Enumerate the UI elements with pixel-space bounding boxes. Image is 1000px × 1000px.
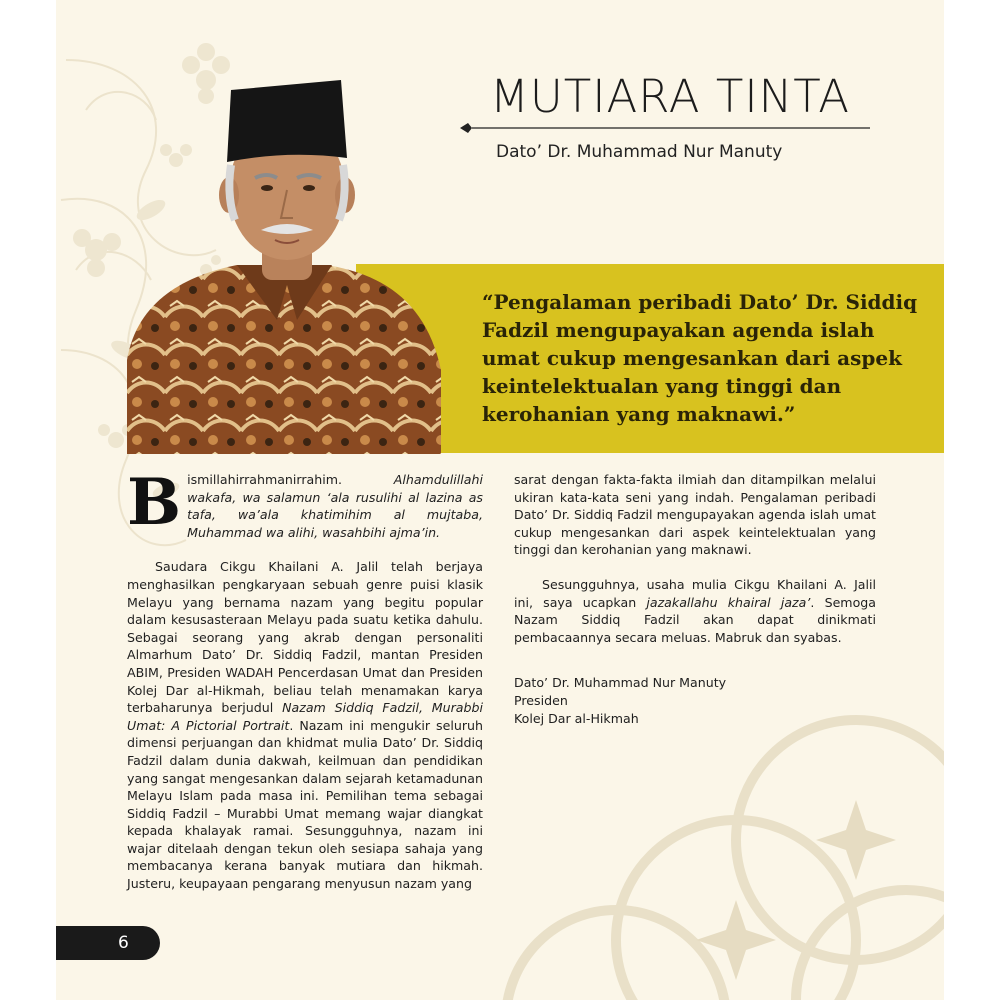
book-title-text: Nazam Siddiq Fadzil, Murabbi Umat: A Pictorial Portrait	[127, 700, 484, 733]
page-number-tab	[56, 926, 160, 960]
basmalah-text: ismillahirrahmanirrahim.	[187, 472, 394, 487]
body-paragraph	[127, 558, 483, 892]
opening-paragraph	[127, 465, 483, 541]
pull-quote: “Pengalaman peribadi Dato’ Dr. Siddiq Fadzil mengupayakan agenda islah umat cukup mengesankan dari aspek keintelektualan yang tinggi dan kerohanian yang maknawi.”	[482, 290, 918, 426]
body-text: . Semoga Nazam Siddiq Fadzil akan dapat dinikmati pembacaannya secara meluas. Mabruk dan syabas.	[514, 594, 876, 645]
drop-cap: B	[127, 465, 182, 540]
title-divider	[458, 121, 870, 135]
quote-band	[356, 264, 944, 453]
body-text: Sesungguhnya, usaha mulia Cikgu Khailani A. Jalil ini, saya ucapkan	[514, 576, 876, 610]
italic-phrase: jazakallahu khairal jaza’	[646, 594, 811, 610]
body-text: Saudara Cikgu Khailani A. Jalil telah berjaya menghasilkan pengkaryaan sebuah genre puisi klasik Melayu yang bernama nazam yang begitu popular dalam kesusasteraan Melayu pada suatu ketika dahulu. Sebagai seorang yang akrab dengan personaliti Almarhum Dato’ Dr. Siddiq Fadzil, mantan Presiden ABIM, Presiden WADAH Pencerdasan Umat dan Presiden Kolej Dar al-Hikmah, beliau telah menamakan karya terbaharunya berjudul	[127, 559, 483, 716]
signature-block	[514, 674, 876, 727]
signature-name: Dato’ Dr. Muhammad Nur Manuty	[514, 675, 727, 691]
body-paragraph: sarat dengan fakta-fakta ilmiah dan ditampilkan melalui ukiran kata-kata seni yang indah. Pengalaman peribadi Dato’ Dr. Siddiq Fadzil mengupayakan agenda islah umat cukup mengesankan dari aspek keintelektualan yang tinggi dan kerohanian yang maknawi.	[514, 472, 876, 558]
author-name: Dato’ Dr. Muhammad Nur Manuty	[496, 142, 783, 162]
body-column-right	[514, 471, 876, 727]
signature-role: Presiden	[514, 692, 568, 708]
body-text: . Nazam ini mengukir seluruh dimensi perjuangan dan khidmat mulia Dato’ Dr. Siddiq Fadzil dalam dunia dakwah, keilmuan dan pendidikan yang sangat mengesankan dalam sejarah ketamadunan Melayu Islam pada masa ini. Pemilihan tema sebagai Siddiq Fadzil – Murabbi Umat memang wajar diangkat kepada khalayak ramai. Sesungguhnya, nazam ini wajar ditelaah dengan tekun oleh sesiapa sahaja yang membacanya kerana banyak mutiara dan hikmah. Justeru, keupayaan pengarang menyusun nazam yang	[127, 717, 483, 892]
opening-italic-text: Alhamdulillahi wakafa, wa salamun ‘ala rusulihi al lazina as tafa, wa’ala khatimihim al mujtaba, Muhammad wa alihi, wasahbihi ajma’in.	[187, 472, 483, 540]
page-title: MUTIARA TINTA	[490, 70, 851, 123]
signature-org: Kolej Dar al-Hikmah	[514, 710, 639, 726]
page-number: 6	[118, 933, 129, 953]
body-column-left	[127, 465, 484, 893]
body-paragraph	[514, 576, 876, 646]
page	[56, 0, 944, 1000]
portrait-photo	[127, 70, 441, 454]
